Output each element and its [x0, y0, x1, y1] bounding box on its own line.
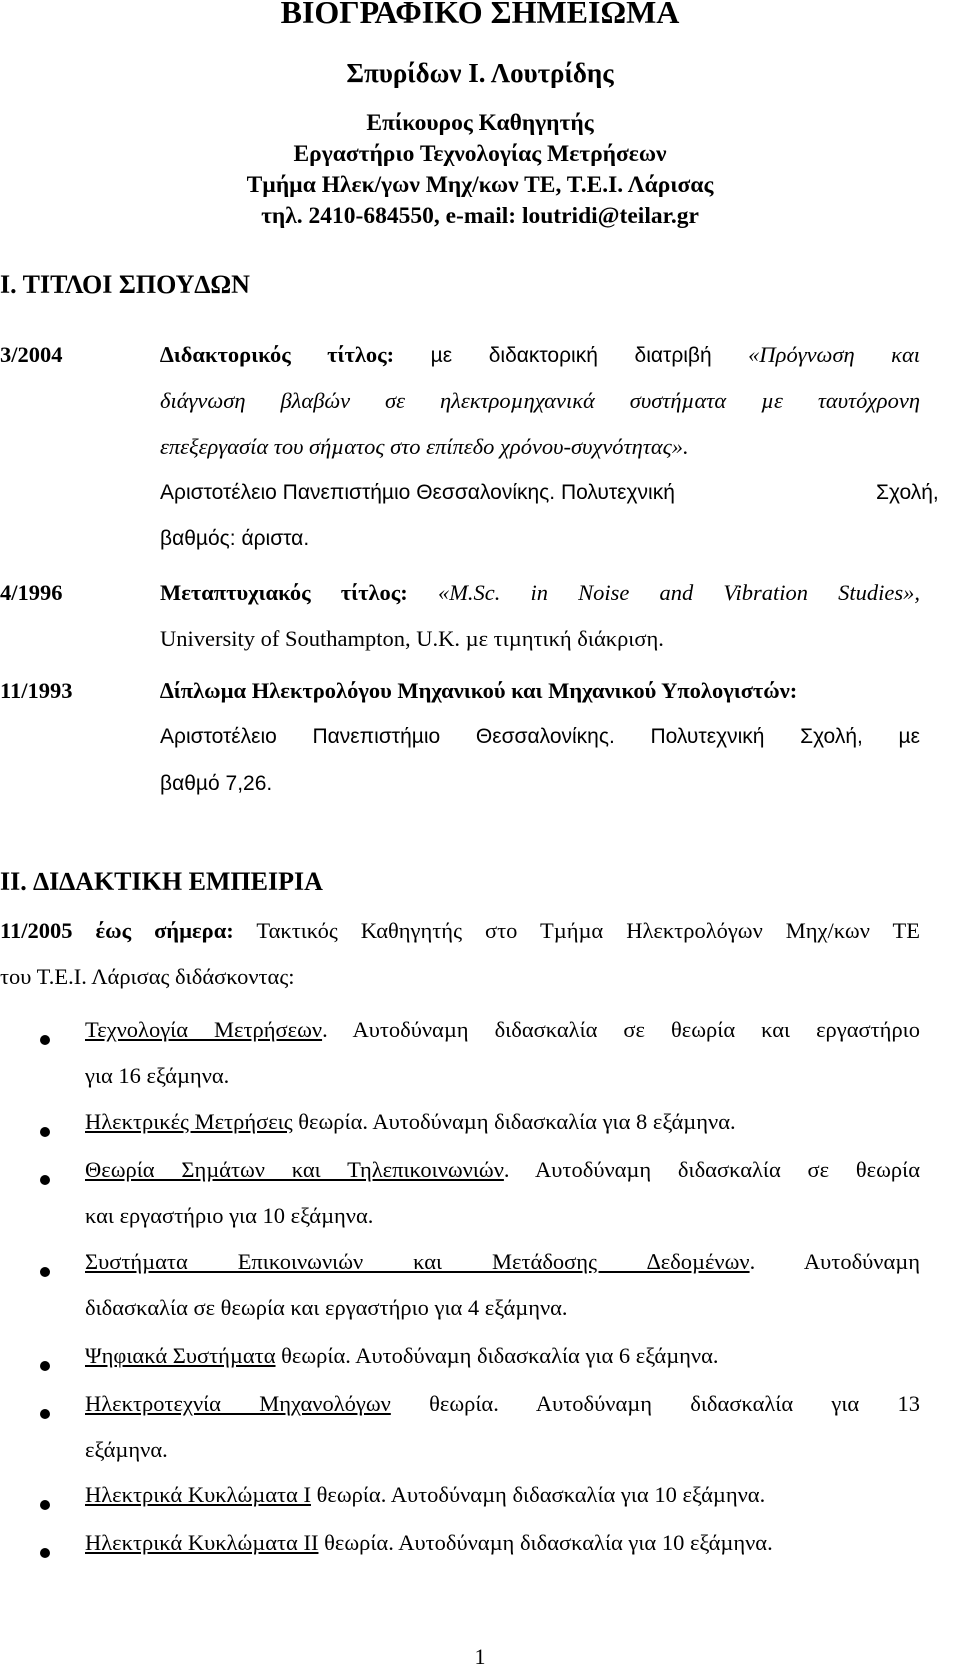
entry-phd-text: µε διδακτορική διατριβή [430, 344, 712, 367]
teaching-intro-line1 [0, 918, 920, 944]
bullet-icon [40, 1267, 50, 1277]
course-item [85, 1530, 920, 1556]
entry-phd-university: Αριστοτέλειο Πανεπιστήµιο Θεσσαλονίκης. Πολυτεχνική [160, 481, 675, 504]
bullet-icon [40, 1175, 50, 1185]
entry-phd-line2: διάγνωση βλαβών σε ηλεκτροµηχανικά συστήµατα µε ταυτόχρονη [160, 388, 920, 413]
course-name: Τεχνολογία Μετρήσεων [85, 1017, 323, 1042]
entry-msc-line1 [160, 580, 920, 606]
bullet-icon [40, 1409, 50, 1419]
course-name: Συστήµατα Επικοινωνιών και Μετάδοσης ∆εδοµένων [85, 1249, 750, 1274]
course-item [85, 1157, 920, 1183]
teaching-position: Τακτικός Καθηγητής στο Τµήµα Ηλεκτρολόγων Μηχ/κων ΤΕ [256, 918, 921, 943]
document-title: ΒΙΟΓΡΑΦΙΚΟ ΣΗΜΕΙΩΜΑ [280, 0, 680, 30]
author-position: Επίκουρος Καθηγητής [366, 110, 594, 136]
course-item [85, 1017, 920, 1043]
bullet-icon [40, 1500, 50, 1510]
entry-diploma-grade: βαθµό 7,26. [160, 772, 273, 795]
page-number: 1 [474, 1644, 486, 1669]
course-description-cont: διδασκαλία σε θεωρία και εργαστήριο για 4 εξάµηνα. [85, 1295, 568, 1320]
course-description-cont: για 16 εξάµηνα. [85, 1063, 230, 1088]
course-name: Ηλεκτρικά Κυκλώµατα Ι [85, 1482, 311, 1507]
bullet-icon [40, 1035, 50, 1045]
entry-phd-school: Σχολή, [876, 481, 939, 504]
teaching-intro-line2: του Τ.Ε.Ι. Λάρισας διδάσκοντας: [0, 964, 295, 989]
course-description: θεωρία. Αυτοδύναµη διδασκαλία για 8 εξάµηνα. [292, 1109, 736, 1134]
author-name: Σπυρίδων Ι. Λουτρίδης [346, 58, 614, 88]
entry-msc-title: «M.Sc. in Noise and Vibration Studies», [437, 580, 920, 605]
entry-date-msc: 4/1996 [0, 580, 63, 605]
course-item [85, 1343, 920, 1369]
course-name: Ψηφιακά Συστήµατα [85, 1343, 276, 1368]
course-description-cont: και εργαστήριο για 10 εξάµηνα. [85, 1203, 374, 1228]
course-description: . Αυτοδύναµη [749, 1249, 920, 1274]
author-lab: Εργαστήριο Τεχνολογίας Μετρήσεων [293, 141, 667, 167]
bullet-icon [40, 1361, 50, 1371]
entry-diploma-university: Αριστοτέλειο Πανεπιστήµιο Θεσσαλονίκης. Πολυτεχνική Σχολή, µε [160, 725, 920, 748]
course-name: Θεωρία Σηµάτων και Τηλεπικοινωνιών [85, 1157, 504, 1182]
entry-phd-label: ∆ιδακτορικός τίτλος: [160, 342, 395, 367]
course-description-cont: εξάµηνα. [85, 1437, 168, 1462]
entry-phd-thesis-start: «Πρόγνωση και [748, 342, 921, 367]
course-name: Ηλεκτροτεχνία Μηχανολόγων [85, 1391, 391, 1416]
entry-diploma-label: ∆ίπλωµα Ηλεκτρολόγου Μηχανικού και Μηχανικού Υπολογιστών: [160, 678, 798, 703]
entry-date-diploma: 11/1993 [0, 678, 73, 703]
entry-msc-university: University of Southampton, U.K. µε τιµητική διάκριση. [160, 626, 664, 651]
teaching-period: 11/2005 έως σήµερα: [0, 918, 234, 943]
entry-phd-line1 [160, 342, 920, 368]
course-description: θεωρία. Αυτοδύναµη διδασκαλία για 10 εξάµηνα. [310, 1482, 766, 1507]
course-description: θεωρία. Αυτοδύναµη διδασκαλία για 10 εξάµηνα. [318, 1530, 773, 1555]
course-item [85, 1109, 920, 1135]
entry-phd-grade: βαθµός: άριστα. [160, 527, 310, 550]
entry-date-phd: 3/2004 [0, 342, 63, 367]
section-heading-studies: Ι. ΤΙΤΛΟΙ ΣΠΟΥ∆ΩΝ [0, 270, 250, 299]
course-item [85, 1391, 920, 1417]
bullet-icon [40, 1548, 50, 1558]
course-name: Ηλεκτρικά Κυκλώµατα ΙΙ [85, 1530, 319, 1555]
course-item [85, 1482, 920, 1508]
author-contact: τηλ. 2410-684550, e-mail: loutridi@teilar.gr [261, 203, 699, 229]
author-department: Τµήµα Ηλεκ/γων Μηχ/κων ΤΕ, Τ.Ε.Ι. Λάρισας [246, 172, 714, 198]
bullet-icon [40, 1127, 50, 1137]
course-item [85, 1249, 920, 1275]
course-description: θεωρία. Αυτοδύναµη διδασκαλία για 6 εξάµηνα. [275, 1343, 719, 1368]
entry-msc-label: Μεταπτυχιακός τίτλος: [160, 580, 408, 605]
course-description: . Αυτοδύναµη διδασκαλία σε θεωρία [503, 1157, 920, 1182]
section-heading-teaching: ΙΙ. ∆Ι∆ΑΚΤΙΚΗ ΕΜΠΕΙΡΙΑ [0, 867, 323, 896]
course-description: . Αυτοδύναµη διδασκαλία σε θεωρία και εργαστήριο [322, 1017, 920, 1042]
entry-phd-line3: επεξεργασία του σήµατος στο επίπεδο χρόνου-συχνότητας». [160, 434, 689, 459]
course-description: θεωρία. Αυτοδύναµη διδασκαλία για 13 [390, 1391, 920, 1416]
course-name: Ηλεκτρικές Μετρήσεις [85, 1109, 293, 1134]
